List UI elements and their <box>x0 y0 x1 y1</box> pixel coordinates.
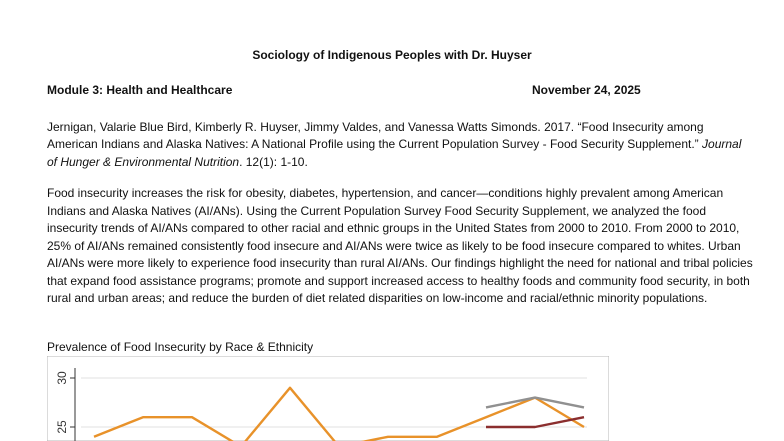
citation-journal: Journal of Hunger & Environmental Nutrition <box>47 137 742 169</box>
module-label: Module 3: Health and Healthcare <box>47 83 233 97</box>
y-tick-label: 25 <box>55 420 69 434</box>
citation-authors: Jernigan, Valarie Blue Bird, Kimberly R. Huyser, Jimmy Valdes, and Vanessa Watts Simonds. 2017. “Food Insecurity among American Indians and Alaska Natives: A National Profile using the Current Population Survey - Food Security Supplement.” <box>47 120 704 152</box>
document-date: November 24, 2025 <box>532 83 641 97</box>
document-title: Sociology of Indigenous Peoples with Dr. Huyser <box>252 48 532 62</box>
citation <box>47 119 747 171</box>
chart-heading: Prevalence of Food Insecurity by Race & Ethnicity <box>47 340 314 354</box>
y-tick-label: 30 <box>55 371 69 385</box>
abstract-paragraph: Food insecurity increases the risk for obesity, diabetes, hypertension, and cancer—conditions highly prevalent among American Indians and Alaska Natives (AI/ANs). Using the Current Population Survey Food Security Supplement, we analyzed the food insecurity trends of AI/ANs compared to other racial and ethnic groups in the United States from 2000 to 2010. From 2000 to 2010, 25% of AI/ANs remained consistently food insecure and AI/ANs were twice as likely to be food insecure compared to whites. Urban AI/ANs were more likely to experience food insecurity than rural AI/ANs. Our findings highlight the need for national and tribal policies that expand food assistance programs; promote and support increased access to healthy foods and community food security, in both rural and urban areas; and reduce the burden of diet related disparities on low-income and racial/ethnic minority populations. <box>47 186 753 305</box>
food-insecurity-line-chart <box>47 356 609 441</box>
citation-volume: . 12(1): 1-10. <box>239 154 308 169</box>
